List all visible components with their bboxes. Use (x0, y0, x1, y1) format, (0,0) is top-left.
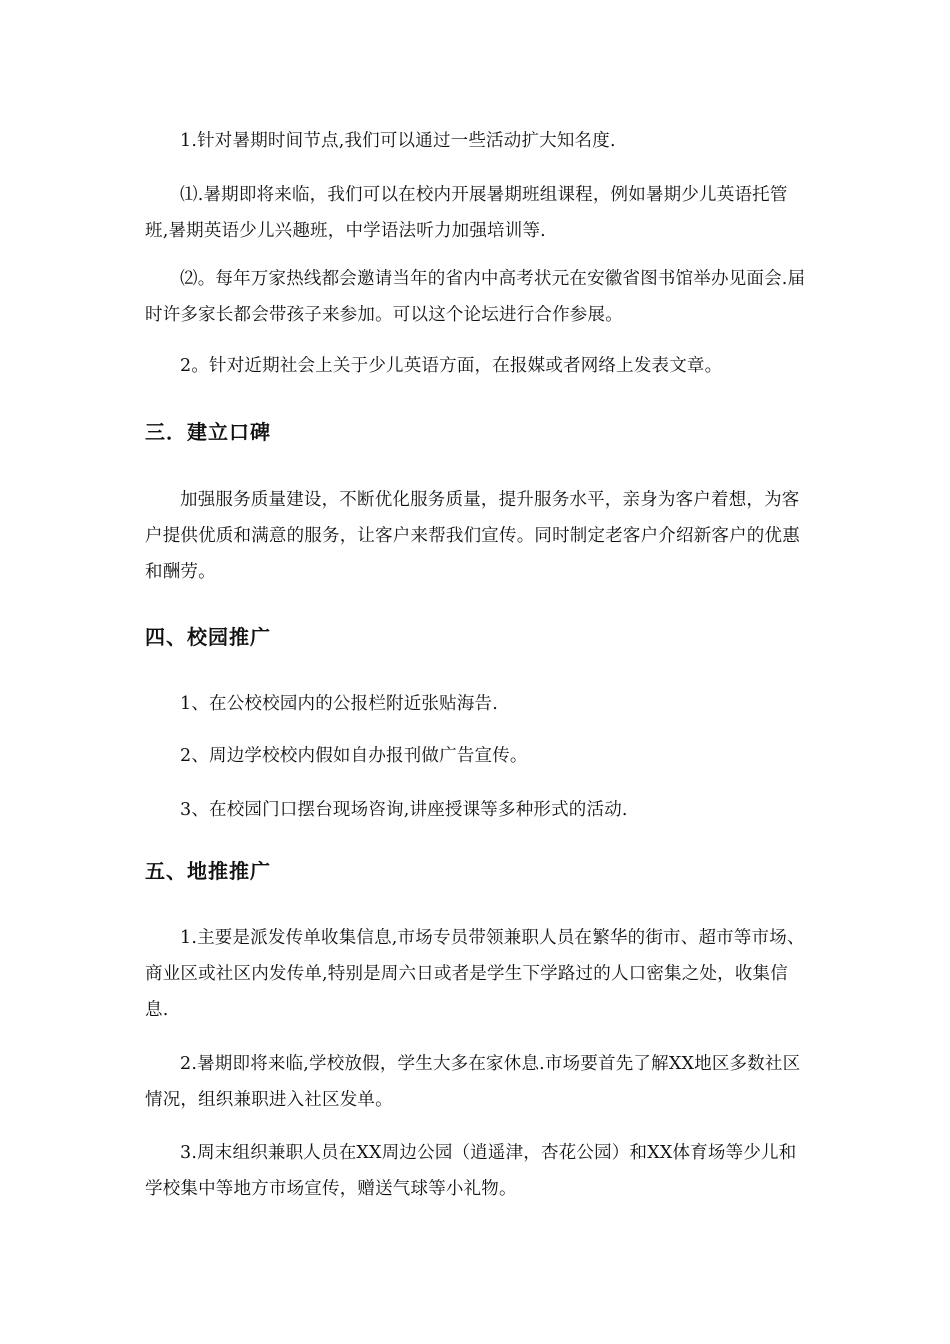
paragraph-summer-courses: ⑴.暑期即将来临，我们可以在校内开展暑期班组课程，例如暑期少儿英语托管班,暑期英语少儿兴趣班，中学语法听力加强培训等. (145, 185, 788, 241)
paragraph-summer-activities: 1.针对暑期时间节点,我们可以通过一些活动扩大知名度. (180, 131, 616, 151)
paragraph-campus-booth: 3、在校园门口摆台现场咨询,讲座授课等多种形式的活动. (180, 800, 628, 820)
paragraph-community-flyers: 2.暑期即将来临,学校放假，学生大多在家休息.市场要首先了解XX地区多数社区情况，组织兼职进入社区发单。 (145, 1054, 801, 1110)
paragraph-school-newspapers: 2、周边学校校内假如自办报刊做广告宣传。 (180, 746, 528, 766)
paragraph-forum-cooperation: ⑵。每年万家热线都会邀请当年的省内中高考状元在安徽省图书馆举办见面会.届时许多家长都会带孩子来参加。可以这个论坛进行合作参展。 (145, 269, 806, 325)
section-heading-campus: 四、校园推广 (145, 625, 271, 649)
paragraph-campus-posters: 1、在公校校园内的公报栏附近张贴海告. (180, 694, 498, 714)
paragraph-weekend-parks: 3.周末组织兼职人员在XX周边公园（逍遥津，杏花公园）和XX体育场等少儿和学校集中等地方市场宣传，赠送气球等小礼物。 (145, 1143, 797, 1199)
section-heading-reputation: 三．建立口碑 (145, 420, 271, 444)
paragraph-flyers: 1.主要是派发传单收集信息,市场专员带领兼职人员在繁华的街市、超市等市场、商业区或社区内发传单,特别是周六日或者是学生下学路过的人口密集之处，收集信息. (145, 928, 805, 1020)
paragraph-service-quality: 加强服务质量建设，不断优化服务质量，提升服务水平，亲身为客户着想，为客户提供优质和满意的服务，让客户来帮我们宣传。同时制定老客户介绍新客户的优惠和酬劳。 (145, 490, 800, 582)
section-heading-street: 五、地推推广 (145, 859, 271, 883)
paragraph-media-articles: 2。针对近期社会上关于少儿英语方面，在报媒或者网络上发表文章。 (180, 356, 723, 376)
